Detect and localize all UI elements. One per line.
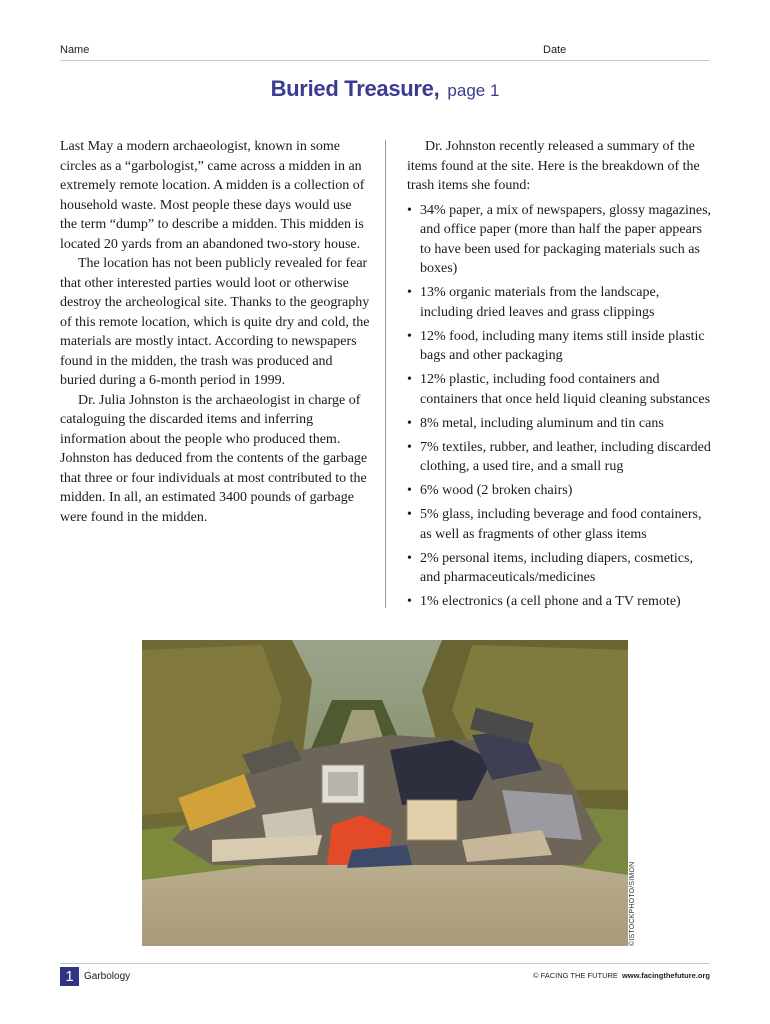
breakdown-intro: Dr. Johnston recently released a summary of the items found at the site. Here is the breakdown of the trash items she found: — [407, 139, 700, 193]
midden-photo — [142, 640, 628, 946]
list-item-text: 6% wood (2 broken chairs) — [420, 483, 573, 498]
list-item — [407, 327, 712, 366]
list-item-text: 13% organic materials from the landscape, including dried leaves and grass clippings — [420, 285, 660, 320]
list-item — [407, 549, 712, 588]
footer-divider — [60, 963, 710, 964]
list-item-text: 1% electronics (a cell phone and a TV remote) — [420, 594, 681, 609]
bullet-icon: • — [407, 550, 412, 566]
bullet-icon: • — [407, 285, 412, 300]
list-item — [407, 414, 712, 434]
list-item — [407, 592, 712, 612]
list-item-text: 2% personal items, including diapers, cosmetics, and pharmaceuticals/medicines — [420, 550, 693, 585]
list-item-text: 8% metal, including aluminum and tin cans — [420, 415, 664, 431]
left-column — [60, 137, 370, 527]
bullet-icon: • — [407, 202, 412, 218]
list-item — [407, 438, 712, 477]
right-column — [407, 137, 712, 616]
paragraph-location: The location has not been publicly revealed for fear that other interested parties would loot or otherwise destroy the archeological site. Thanks to the geography of this remote location, which is quite dry and cold, the materials are mostly intact. According to newspapers found in the midden, the trash was produced and buried during a 6-month period in 1999. — [60, 256, 370, 388]
footer-copyright — [533, 971, 710, 980]
list-item — [407, 283, 712, 322]
photo-credit: ©ISTOCKPHOTO/SIMON — [629, 861, 636, 946]
list-item — [407, 481, 712, 501]
copyright-text: © FACING THE FUTURE — [532, 971, 618, 980]
title-subtitle: page 1 — [447, 81, 500, 100]
list-item-text: 7% textiles, rubber, and leather, including discarded clothing, a used tire, and a small rug — [420, 439, 711, 474]
column-divider — [385, 140, 386, 608]
bullet-icon: • — [407, 439, 412, 455]
website-link[interactable]: www.facingthefuture.org — [621, 971, 710, 980]
list-item — [407, 201, 712, 279]
page-number-badge: 1 — [60, 967, 79, 986]
date-label: Date — [543, 44, 567, 56]
bullet-icon: • — [407, 594, 412, 609]
section-label: Garbology — [84, 971, 131, 982]
header-bar — [60, 42, 710, 61]
list-item-text: 5% glass, including beverage and food containers, as well as fragments of other glass items — [420, 507, 702, 542]
paragraph-johnston: Dr. Julia Johnston is the archaeologist in charge of cataloguing the discarded items and inferring information about the people who produced them. Johnston has deduced from the contents of the garbage that three or four individuals at most contributed to the midden. In all, an estimated 3400 pounds of garbage were found in the midden. — [60, 392, 368, 525]
paragraph-intro: Last May a modern archaeologist, known in some circles as a “garbologist,” came across a midden in an extremely remote location. A midden is a collection of household waste. Most people these days would use the term “dump” to describe a midden. This midden is located 20 yards from an abandoned two-story house. — [60, 139, 365, 252]
bullet-icon: • — [407, 372, 412, 387]
title-main: Buried Treasure, — [270, 76, 440, 101]
trash-pile-illustration — [142, 640, 628, 946]
list-item-text: 34% paper, a mix of newspapers, glossy magazines, and office paper (more than half the paper appears to have been used for packaging materials such as boxes) — [420, 202, 712, 276]
page-title — [0, 76, 770, 102]
list-item-text: 12% food, including many items still inside plastic bags and other packaging — [420, 328, 705, 363]
bullet-icon: • — [407, 328, 412, 344]
list-item — [407, 370, 712, 409]
trash-breakdown-list — [407, 201, 712, 612]
bullet-icon: • — [407, 507, 412, 522]
list-item-text: 12% plastic, including food containers and containers that once held liquid cleaning substances — [420, 372, 711, 407]
bullet-icon: • — [407, 483, 412, 498]
list-item — [407, 505, 712, 544]
name-label: Name — [60, 44, 90, 56]
bullet-icon: • — [407, 415, 412, 431]
